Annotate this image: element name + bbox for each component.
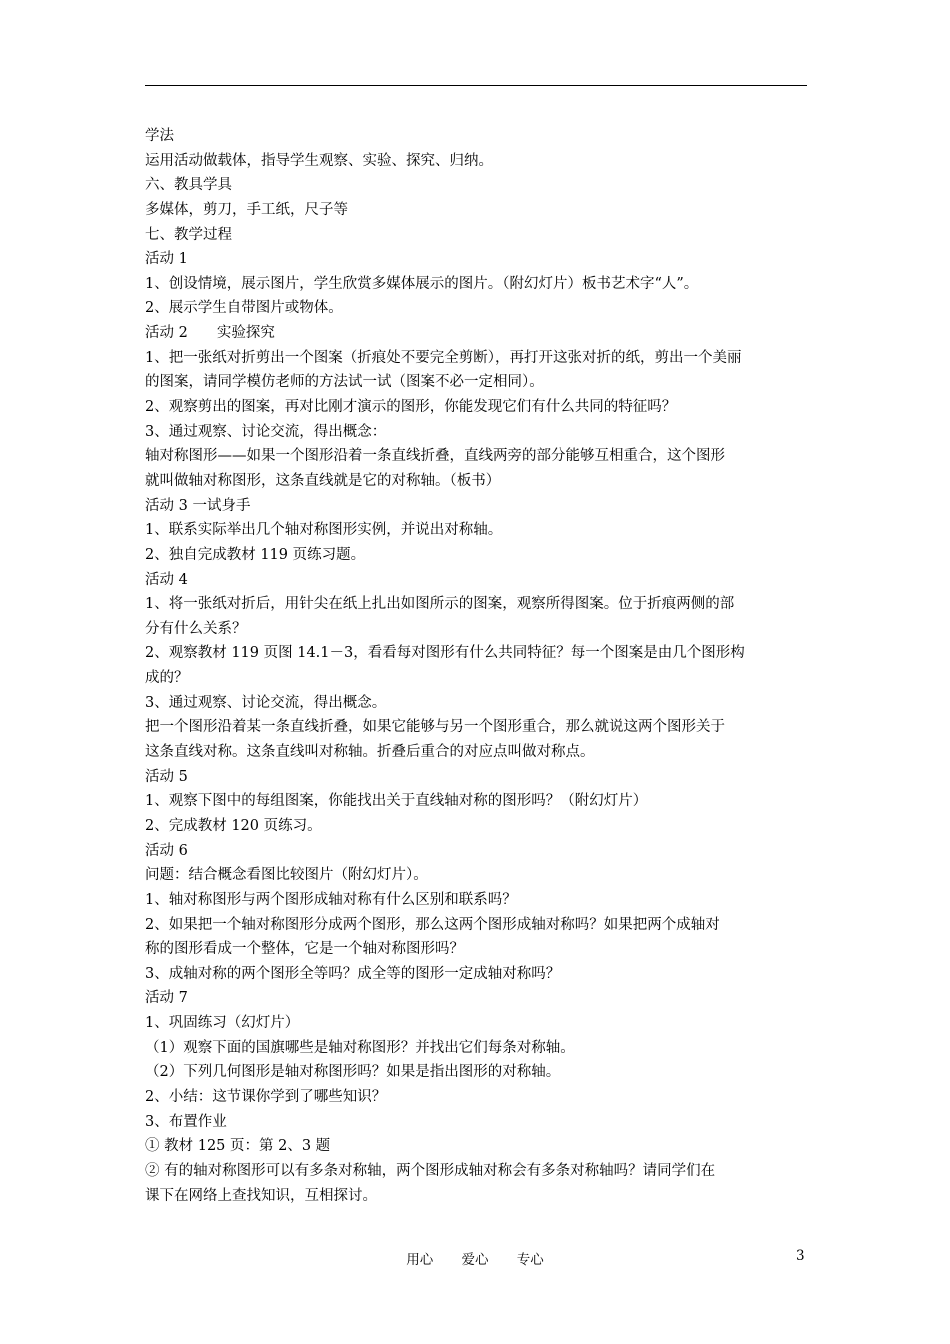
text-line: （1）观察下面的国旗哪些是轴对称图形？并找出它们每条对称轴。 xyxy=(145,1039,575,1056)
text-line: 成的？ xyxy=(145,670,189,687)
text-line: 多媒体，剪刀，手工纸，尺子等 xyxy=(145,201,348,218)
text-line: ① 教材 125 页：第 2、3 题 xyxy=(145,1138,331,1155)
text-line: 1、巩固练习（幻灯片） xyxy=(145,1015,300,1032)
header-rule xyxy=(145,85,807,86)
text-line: 运用活动做载体，指导学生观察、实验、探究、归纳。 xyxy=(145,152,493,169)
text-line: （2）下列几何图形是轴对称图形吗？如果是指出图形的对称轴。 xyxy=(145,1064,561,1081)
text-line: 2、观察教材 119 页图 14.1－3，看看每对图形有什么共同特征？每一个图案是由几个图形构 xyxy=(145,645,745,662)
text-line: 七、教学过程 xyxy=(145,226,232,243)
footer-motto xyxy=(0,1248,950,1268)
text-line: 轴对称图形——如果一个图形沿着一条直线折叠，直线两旁的部分能够互相重合，这个图形 xyxy=(145,448,725,465)
text-line: 课下在网络上查找知识，互相探讨。 xyxy=(145,1187,377,1204)
text-line: 六、教具学具 xyxy=(145,177,232,194)
text-line: 1、创设情境，展示图片，学生欣赏多媒体展示的图片。（附幻灯片）板书艺术字“人”。 xyxy=(145,275,699,292)
text-line: 的图案，请同学模仿老师的方法试一试（图案不必一定相同）。 xyxy=(145,374,544,391)
text-line: 2、小结：这节课你学到了哪些知识？ xyxy=(145,1088,387,1105)
text-line: 这条直线对称。这条直线叫对称轴。折叠后重合的对应点叫做对称点。 xyxy=(145,744,595,761)
text-line: 1、把一张纸对折剪出一个图案（折痕处不要完全剪断），再打开这张对折的纸，剪出一个美丽 xyxy=(145,349,742,366)
text-line: 1、联系实际举出几个轴对称图形实例，并说出对称轴。 xyxy=(145,522,503,539)
text-line: 问题：结合概念看图比较图片（附幻灯片）。 xyxy=(145,867,428,884)
text-line: 3、通过观察、讨论交流，得出概念： xyxy=(145,423,387,440)
footer-word-1: 用心 xyxy=(406,1252,434,1268)
footer-word-2: 爱心 xyxy=(461,1252,489,1268)
text-line: ② 有的轴对称图形可以有多条对称轴，两个图形成轴对称会有多条对称轴吗？请同学们在 xyxy=(145,1162,716,1179)
text-line: 2、如果把一个轴对称图形分成两个图形，那么这两个图形成轴对称吗？如果把两个成轴对 xyxy=(145,916,720,933)
text-line: 1、将一张纸对折后，用针尖在纸上扎出如图所示的图案，观察所得图案。位于折痕两侧的部 xyxy=(145,596,735,613)
text-line: 1、观察下图中的每组图案，你能找出关于直线轴对称的图形吗？（附幻灯片） xyxy=(145,793,648,810)
document-body xyxy=(145,124,807,1208)
text-line: 称的图形看成一个整体，它是一个轴对称图形吗？ xyxy=(145,941,464,958)
text-line: 活动 4 xyxy=(145,571,188,588)
text-line: 学法 xyxy=(145,128,174,144)
text-line: 活动 7 xyxy=(145,990,188,1007)
page-number: 3 xyxy=(796,1248,805,1264)
text-line: 2、独自完成教材 119 页练习题。 xyxy=(145,546,366,563)
text-line: 2、完成教材 120 页练习。 xyxy=(145,817,322,834)
text-line: 2、展示学生自带图片或物体。 xyxy=(145,300,343,317)
text-line: 2、观察剪出的图案，再对比刚才演示的图形，你能发现它们有什么共同的特征吗？ xyxy=(145,399,677,416)
text-line: 把一个图形沿着某一条直线折叠，如果它能够与另一个图形重合，那么就说这两个图形关于 xyxy=(145,719,725,736)
footer-word-3: 专心 xyxy=(516,1252,544,1268)
text-line: 分有什么关系？ xyxy=(145,620,247,637)
text-line: 活动 3 一试身手 xyxy=(145,497,251,514)
text-line: 就叫做轴对称图形，这条直线就是它的对称轴。（板书） xyxy=(145,472,501,489)
text-line: 3、通过观察、讨论交流，得出概念。 xyxy=(145,694,387,711)
text-line: 3、成轴对称的两个图形全等吗？成全等的图形一定成轴对称吗？ xyxy=(145,965,561,982)
text-line: 活动 2 实验探究 xyxy=(145,325,275,342)
text-line: 活动 5 xyxy=(145,768,188,785)
text-line: 3、布置作业 xyxy=(145,1113,227,1130)
text-line: 活动 1 xyxy=(145,251,188,268)
text-line: 活动 6 xyxy=(145,842,188,859)
text-line: 1、轴对称图形与两个图形成轴对称有什么区别和联系吗？ xyxy=(145,891,517,908)
